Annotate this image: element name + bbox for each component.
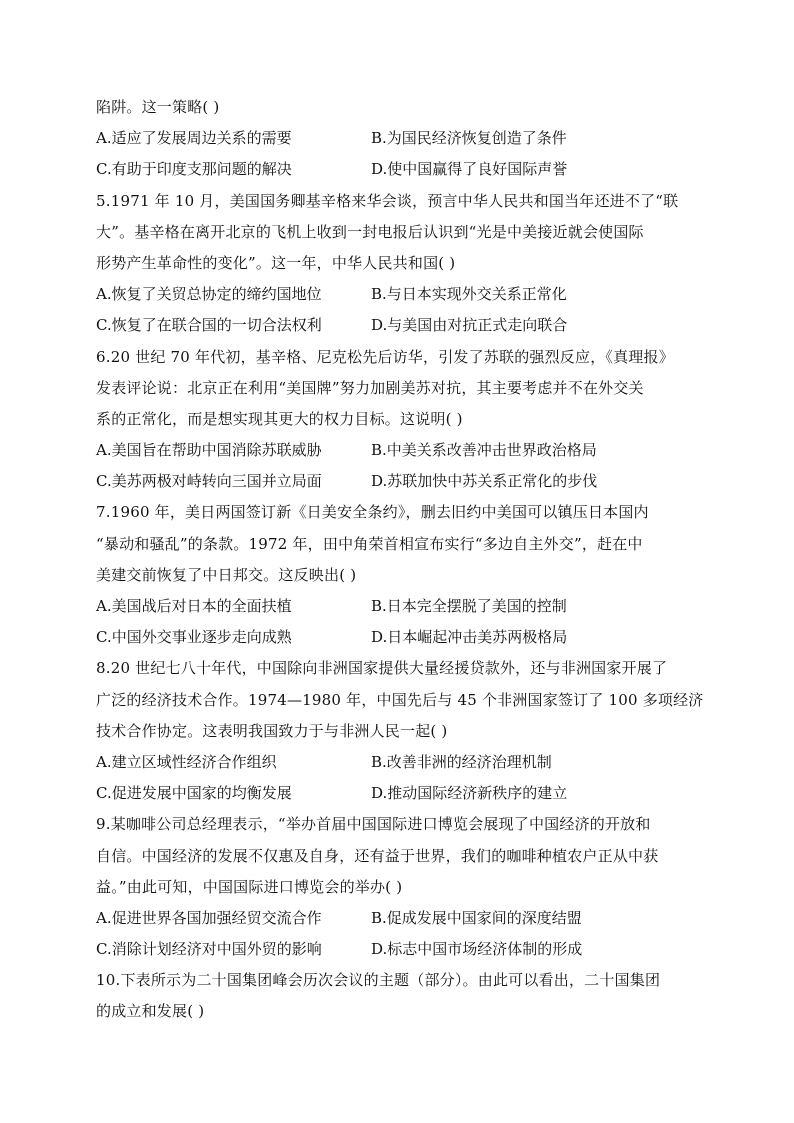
exam-page [96, 92, 716, 1028]
question-stem-line: 技术合作协定。这表明我国致力于与非洲人民一起( ) [96, 721, 448, 740]
question-stem-line: 的成立和发展( ) [96, 1002, 205, 1021]
option-b: B.日本完全摆脱了美国的控制 [371, 597, 567, 615]
options-row [96, 591, 716, 622]
options-row [96, 778, 716, 809]
option-d: D.日本崛起冲击美苏两极格局 [371, 628, 568, 647]
question-stem-line: 系的正常化，而是想实现其更大的权力目标。这说明( ) [96, 409, 463, 428]
options-row [96, 903, 716, 934]
options-row [96, 435, 716, 466]
option-a: A.适应了发展周边关系的需要 [96, 129, 292, 148]
option-b: B.促成发展中国家间的深度结盟 [371, 908, 582, 927]
option-b: B.中美关系改善冲击世界政治格局 [371, 441, 597, 460]
option-a: A.恢复了关贸总协定的缔约国地位 [96, 285, 322, 304]
question-block-7 [96, 497, 716, 653]
question-stem-line: “暴动和骚乱”的条款。1972 年，田中角荣首相宣布实行“多边自主外交”，赶在中 [96, 534, 643, 553]
option-b: B.为国民经济恢复创造了条件 [371, 129, 567, 148]
option-b: B.与日本实现外交关系正常化 [371, 285, 567, 304]
option-d: D.推动国际经济新秩序的建立 [371, 784, 568, 803]
option-c: C.恢复了在联合国的一切合法权利 [96, 316, 322, 335]
option-c: C.美苏两极对峙转向三国并立局面 [96, 472, 322, 491]
option-d: D.使中国赢得了良好国际声誉 [371, 160, 568, 179]
question-stem-line: 自信。中国经济的发展不仅惠及自身，还有益于世界，我们的咖啡种植农户正从中获 [96, 846, 659, 865]
options-row [96, 123, 716, 154]
question-block-6 [96, 342, 716, 498]
options-row [96, 154, 716, 185]
question-stem-line: 大”。基辛格在离开北京的飞机上收到一封电报后认识到“光是中美接近就会使国际 [96, 222, 644, 241]
option-a: A.美国旨在帮助中国消除苏联威胁 [96, 441, 322, 460]
option-b: B.改善非洲的经济治理机制 [371, 752, 552, 771]
option-d: D.苏联加快中苏关系正常化的步伐 [371, 472, 598, 491]
question-block-4 [96, 92, 716, 186]
question-stem-line: 10.下表所示为二十国集团峰会历次会议的主题（部分）。由此可以看出，二十国集团 [96, 971, 661, 990]
question-block-8 [96, 653, 716, 809]
question-block-10 [96, 965, 716, 1027]
question-stem-line: 5.1971 年 10 月，美国国务卿基辛格来华会谈，预言中华人民共和国当年还进不了“联 [96, 191, 679, 210]
option-c: C.有助于印度支那问题的解决 [96, 160, 292, 179]
options-row [96, 622, 716, 653]
question-stem-line: 陷阱。这一策略( ) [96, 98, 220, 116]
option-a: A.建立区域性经济合作组织 [96, 752, 277, 771]
question-stem-line: 8.20 世纪七八十年代，中国除向非洲国家提供大量经援贷款外，还与非洲国家开展了 [96, 659, 668, 678]
option-c: C.中国外交事业逐步走向成熟 [96, 628, 292, 647]
question-block-9 [96, 809, 716, 965]
question-stem-line: 形势产生革命性的变化”。这一年，中华人民共和国( ) [96, 253, 456, 272]
option-a: A.促进世界各国加强经贸交流合作 [96, 908, 322, 927]
options-row [96, 934, 716, 965]
question-stem-line: 9.某咖啡公司总经理表示，“举办首届中国国际进口博览会展现了中国经济的开放和 [96, 815, 651, 834]
options-row [96, 466, 716, 497]
question-stem-line: 6.20 世纪 70 年代初，基辛格、尼克松先后访华，引发了苏联的强烈反应，《真理报》 [96, 347, 674, 366]
options-row [96, 747, 716, 778]
options-row [96, 279, 716, 310]
option-c: C.消除计划经济对中国外贸的影响 [96, 940, 322, 959]
option-d: D.标志中国市场经济体制的形成 [371, 940, 583, 959]
question-stem-line: 益。”由此可知，中国国际进口博览会的举办( ) [96, 877, 403, 896]
option-c: C.促进发展中国家的均衡发展 [96, 784, 292, 803]
question-stem-line: 发表评论说：北京正在利用“美国牌”努力加剧美苏对抗，其主要考虑并不在外交关 [96, 378, 644, 397]
question-stem-line: 广泛的经济技术合作。1974—1980 年，中国先后与 45 个非洲国家签订了 100 多项经济 [96, 690, 704, 709]
question-stem-line: 美建交前恢复了中日邦交。这反映出( ) [96, 565, 357, 584]
question-block-5 [96, 186, 716, 342]
option-a: A.美国战后对日本的全面扶植 [96, 597, 292, 615]
option-d: D.与美国由对抗正式走向联合 [371, 316, 568, 335]
question-stem-line: 7.1960 年，美日两国签订新《日美安全条约》，删去旧约中美国可以镇压日本国内 [96, 503, 649, 522]
options-row [96, 310, 716, 341]
